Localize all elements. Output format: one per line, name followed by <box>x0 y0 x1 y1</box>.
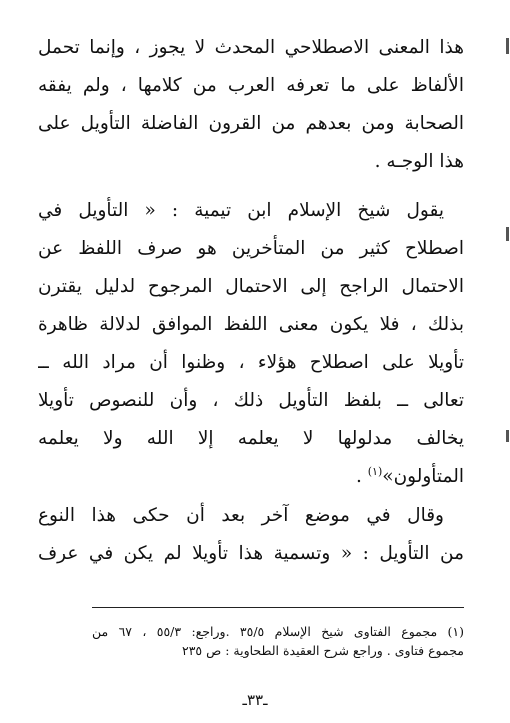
paragraph-3 <box>38 497 464 573</box>
footnote-reference: (١) <box>367 464 383 478</box>
scan-edge-mark <box>506 38 509 54</box>
paragraph-line: الألفاظ على ما تعرفه العرب من كلامها ، ولم يفقه <box>38 75 464 96</box>
paragraph-line: بذلك ، فلا يكون معنى اللفظ الموافق لدلالة ظاهرة <box>38 314 464 335</box>
paragraph-line: الاحتمال الراجح إلى الاحتمال المرجوح لدليل يقترن <box>38 276 464 297</box>
sentence-end: . <box>355 466 368 487</box>
paragraph-line: هذا المعنى الاصطلاحي المحدث لا يجوز ، وإنما تحمل <box>38 37 464 58</box>
paragraph-line: الصحابة ومن بعدهم من القرون الفاضلة التأويل على <box>38 113 464 134</box>
paragraph-line: يقول شيخ الإسلام ابن تيمية : « التأويل في <box>38 200 444 221</box>
paragraph-line: من التأويل : « وتسمية هذا تأويلا لم يكن في عرف <box>38 543 464 564</box>
footnote-line: (١) مجموع الفتاوى شيخ الإسلام ٣٥/٥ .وراجع: ٥٥/٣ ، ٦٧ من <box>92 624 464 639</box>
paragraph-last-line <box>38 458 464 496</box>
paragraph-2 <box>38 192 464 496</box>
paragraph-line: تعالى ــ بلفظ التأويل ذلك ، وأن للنصوص تأويلا <box>38 390 464 411</box>
paragraph-line: اصطلاح كثير من المتأخرين هو صرف اللفظ عن <box>38 238 464 259</box>
paragraph-line: وقال في موضع آخر بعد أن حكى هذا النوع <box>38 505 444 526</box>
footnote-divider <box>92 607 464 608</box>
paragraph-line: يخالف مدلولها لا يعلمه إلا الله ولا يعلمه <box>38 428 464 449</box>
paragraph-1 <box>38 29 464 181</box>
page-number: ـ٣٣ـ <box>242 691 268 709</box>
paragraph-line: هذا الوجـه . <box>374 151 464 172</box>
quote-end-text: المتأولون» <box>382 466 464 487</box>
scan-edge-mark <box>506 227 509 241</box>
paragraph-line: تأويلا على اصطلاح هؤلاء ، وظنوا أن مراد الله ــ <box>38 352 464 373</box>
footnote-line: مجموع فتاوى . وراجع شرح العقيدة الطحاوية : ص ٢٣٥ <box>181 643 464 658</box>
scan-edge-mark <box>506 430 509 442</box>
